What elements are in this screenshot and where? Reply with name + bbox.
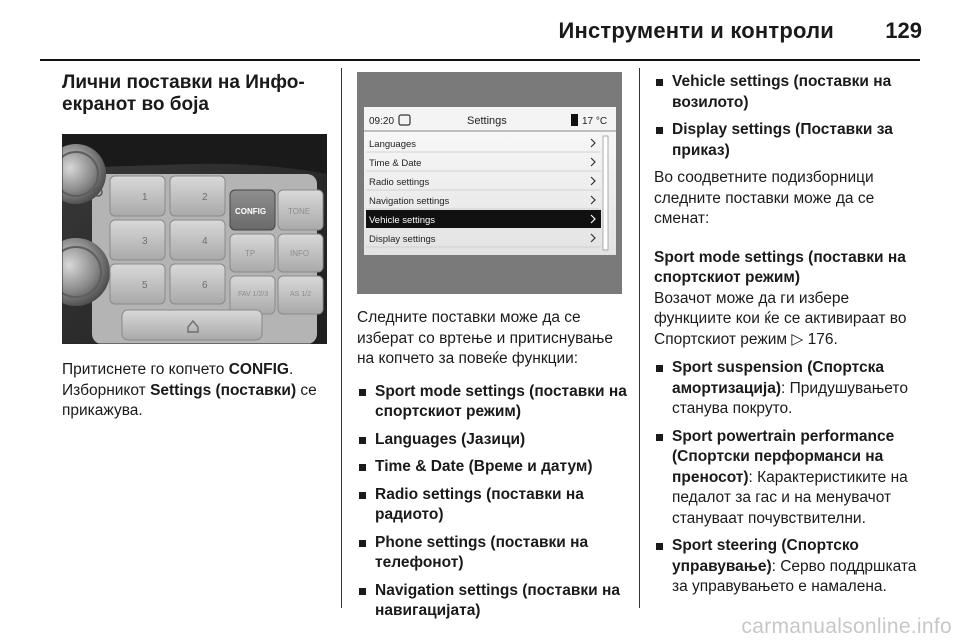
panel-button-label: INFO [290,249,310,258]
list-item [357,533,632,574]
button-name: CONFIG [228,361,289,378]
watermark: carmanualsonline.info [741,615,952,638]
column-divider [639,68,640,608]
screen-menu-item-label: Display settings [369,234,436,245]
settings-screen [357,72,622,294]
sport-mode-paragraph [654,289,926,351]
option-description: : Серво поддршката за управувањето е намалена. [672,557,917,595]
screen-scrollbar [603,136,608,250]
screen-menu-item-label: Radio settings [369,177,430,188]
list-item-text: Navigation settings (поставки на навигацијата) [375,581,620,619]
page-reference: 176. [807,330,838,348]
panel-button-label: 3 [142,236,148,247]
sport-mode-options [654,358,926,598]
screen-menu-item-label: Languages [369,139,417,150]
page-number: 129 [885,18,922,43]
text-run: Возачот може да ги избере функциите кои ќе се активираат во Спортскиот режим [654,289,907,348]
text-run: се прикажува. [62,381,317,419]
panel-button-label: 2 [202,192,208,203]
panel-button-label: 4 [202,236,208,247]
list-item-text: Time & Date (Време и датум) [375,458,593,475]
list-item-text: Languages (Јазици) [375,430,526,448]
option-title: Sport steering (Спортско управување) [672,537,859,575]
panel-button-label: AS 1/2 [290,291,312,298]
screen-temperature: 17 °C [582,116,608,127]
column-right [654,72,926,605]
sport-mode-heading [654,248,926,289]
list-item [654,72,926,113]
list-item-text: Sport mode settings (поставки на спортскиот режим) [375,382,627,420]
settings-list-continued [654,72,926,161]
list-item [357,581,632,622]
panel-button-label: TP [245,249,256,258]
list-item-text: Display settings (Поставки за приказ) [672,121,893,159]
column-left [62,72,330,434]
list-item-text: Vehicle settings (поставки на возилото) [672,73,892,111]
settings-screen-illustration [357,72,622,294]
list-item [357,430,632,451]
menu-name: Settings (поставки) [150,381,297,399]
screen-menu-item-label: Vehicle settings [369,215,436,226]
page-reference-icon: ▷ [791,330,804,348]
thermometer-icon [571,114,578,126]
panel-button-label: 1 [142,192,148,203]
control-panel-illustration [62,134,327,344]
list-item [357,457,632,478]
panel-button-label: 5 [142,280,148,291]
column-divider [341,68,342,608]
option-description: : Придушувањето станува покруто. [672,379,908,417]
screen-time: 09:20 [369,116,395,127]
list-item [654,536,926,598]
list-item-text: Phone settings (поставки на телефонот) [375,533,589,571]
list-item [654,358,926,420]
panel-button-label: 6 [202,280,208,291]
option-title: Sport powertrain performance (Спортски перформанси на преносот) [672,427,895,486]
sport-mode-heading-text: Sport mode settings (поставки на спортскиот режим) [654,248,906,286]
column-middle [357,72,632,629]
list-item [654,427,926,530]
list-item-text: Radio settings (поставки на радиото) [375,485,584,523]
list-item [654,120,926,161]
screen-menu-item [366,210,601,228]
page-header-title: Инструменти и контроли [558,18,834,43]
screen-menu-item-label: Time & Date [369,158,422,169]
submenu-paragraph: Во соодветните подизборници следните поставки може да се сменат: [654,169,875,227]
config-button-label: CONFIG [235,207,267,216]
panel-button-label: FAV 1/2/3 [238,291,269,298]
screen-menu-item-label: Navigation settings [369,196,450,207]
option-description: : Карактеристиките на педалот за гас и на менувачот стануваат почувствителни. [672,468,908,527]
screen-title: Settings [467,115,507,127]
text-run: . Изборникот [62,361,294,399]
option-title: Sport suspension (Спортска амортизација) [672,359,885,397]
header-rule [40,59,920,61]
panel-button-label: TONE [288,207,311,216]
section-heading: Лични поставки на Инфо-екранот во боја [62,72,305,115]
control-panel-photo [62,134,327,344]
intro-paragraph: Следните поставки може да се изберат со вртење и притиснување на копчето за повеќе функции: [357,309,613,367]
list-item [357,485,632,526]
text-run: Притиснете го копчето [62,361,229,378]
instruction-paragraph [62,360,330,422]
list-item [357,382,632,423]
settings-list [357,382,632,622]
